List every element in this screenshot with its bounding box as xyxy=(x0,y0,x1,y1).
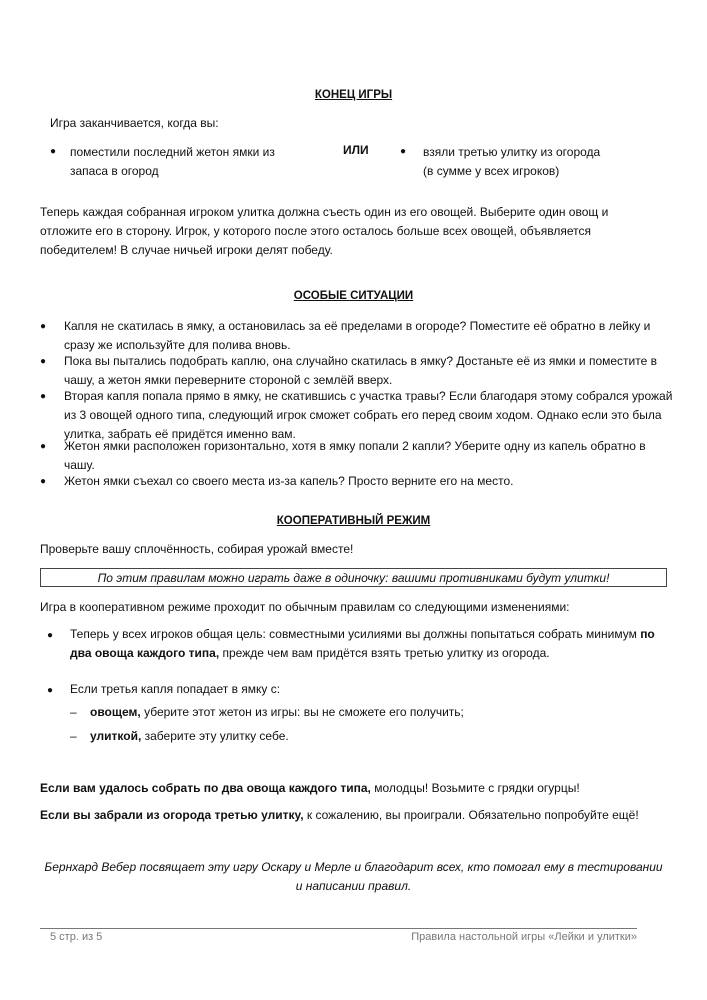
footer-title: Правила настольной игры «Лейки и улитки» xyxy=(411,931,637,943)
bullet-icon: ● xyxy=(40,356,47,367)
end-option-2: взяли третью улитку из огорода (в сумме у всех игроков) xyxy=(423,145,601,178)
special-heading: ОСОБЫЕ СИТУАЦИИ xyxy=(293,290,414,302)
footer-divider xyxy=(40,928,637,929)
special-item: Жетон ямки расположен горизонтально, хотя в ямку попали 2 капли? Уберите одну из капель обратно в чашу. xyxy=(64,439,646,472)
end-game-heading: КОНЕЦ ИГРЫ xyxy=(314,89,393,101)
bullet-icon: ● xyxy=(40,476,47,487)
bullet-icon: ● xyxy=(47,630,54,641)
bullet-icon: ● xyxy=(40,441,47,452)
coop-snail-rule: улиткой, заберите эту улитку себе. xyxy=(90,729,289,743)
coop-win: Если вам удалось собрать по два овоща каждого типа, молодцы! Возьмите с грядки огурцы! xyxy=(40,781,580,795)
bullet-icon: ● xyxy=(50,146,57,157)
coop-note-box: По этим правилам можно играть даже в одиночку: вашими противниками будут улитки! xyxy=(40,568,667,587)
special-item: Капля не скатилась в ямку, а остановилась за её пределами в огороде? Поместите её обратно в лейку и сразу же используйте для полива вновь. xyxy=(64,319,651,352)
special-item: Вторая капля попала прямо в ямку, не скатившись с участка травы? Если благодаря этому собрался урожай из 3 овощей одного типа, следующий игрок сможет собрать его перед своим ходом. Однако если это была улитка, забрать её придётся именно вам. xyxy=(64,389,673,441)
coop-goal: Теперь у всех игроков общая цель: совместными усилиями вы должны попытаться собрать минимум по два овоща каждого типа, прежде чем вам придётся взять третью улитку из огорода. xyxy=(70,627,655,660)
end-option-1: поместили последний жетон ямки из запаса в огород xyxy=(70,145,275,178)
or-label: ИЛИ xyxy=(343,143,369,157)
coop-veg-rule: овощем, уберите этот жетон из игры: вы не сможете его получить; xyxy=(90,705,464,719)
coop-heading: КООПЕРАТИВНЫЙ РЕЖИМ xyxy=(276,515,431,527)
special-item: Жетон ямки съехал со своего места из-за капель? Просто верните его на место. xyxy=(64,474,514,488)
special-item: Пока вы пытались подобрать каплю, она случайно скатилась в ямку? Достаньте её из ямки и поместите в чашу, а жетон ямки переверните стороной с землёй вверх. xyxy=(64,354,658,387)
coop-third-drop: Если третья капля попадает в ямку с: xyxy=(70,682,281,696)
bullet-icon: ● xyxy=(40,321,47,332)
footer-page-number: 5 стр. из 5 xyxy=(50,931,103,943)
dash-icon: – xyxy=(70,729,77,743)
bullet-icon: ● xyxy=(40,391,47,402)
coop-lose: Если вы забрали из огорода третью улитку, к сожалению, вы проиграли. Обязательно попробуйте ещё! xyxy=(40,808,639,822)
bullet-icon: ● xyxy=(400,146,407,157)
coop-intro: Проверьте вашу сплочённость, собирая урожай вместе! xyxy=(40,542,354,556)
dedication: Бернхард Вебер посвящает эту игру Оскару и Мерле и благодарит всех, кто помогал ему в тестировании и написании правил. xyxy=(44,860,663,893)
dash-icon: – xyxy=(70,705,77,719)
bullet-icon: ● xyxy=(47,685,54,696)
end-game-paragraph: Теперь каждая собранная игроком улитка должна съесть один из его овощей. Выберите один овощ и отложите его в сторону. Игрок, у которого после этого осталось больше всех овощей, объявляется победителем! В случае ничьей игроки делят победу. xyxy=(40,205,609,257)
coop-changes: Игра в кооперативном режиме проходит по обычным правилам со следующими изменениями: xyxy=(40,600,570,614)
end-game-intro: Игра заканчивается, когда вы: xyxy=(50,116,219,130)
